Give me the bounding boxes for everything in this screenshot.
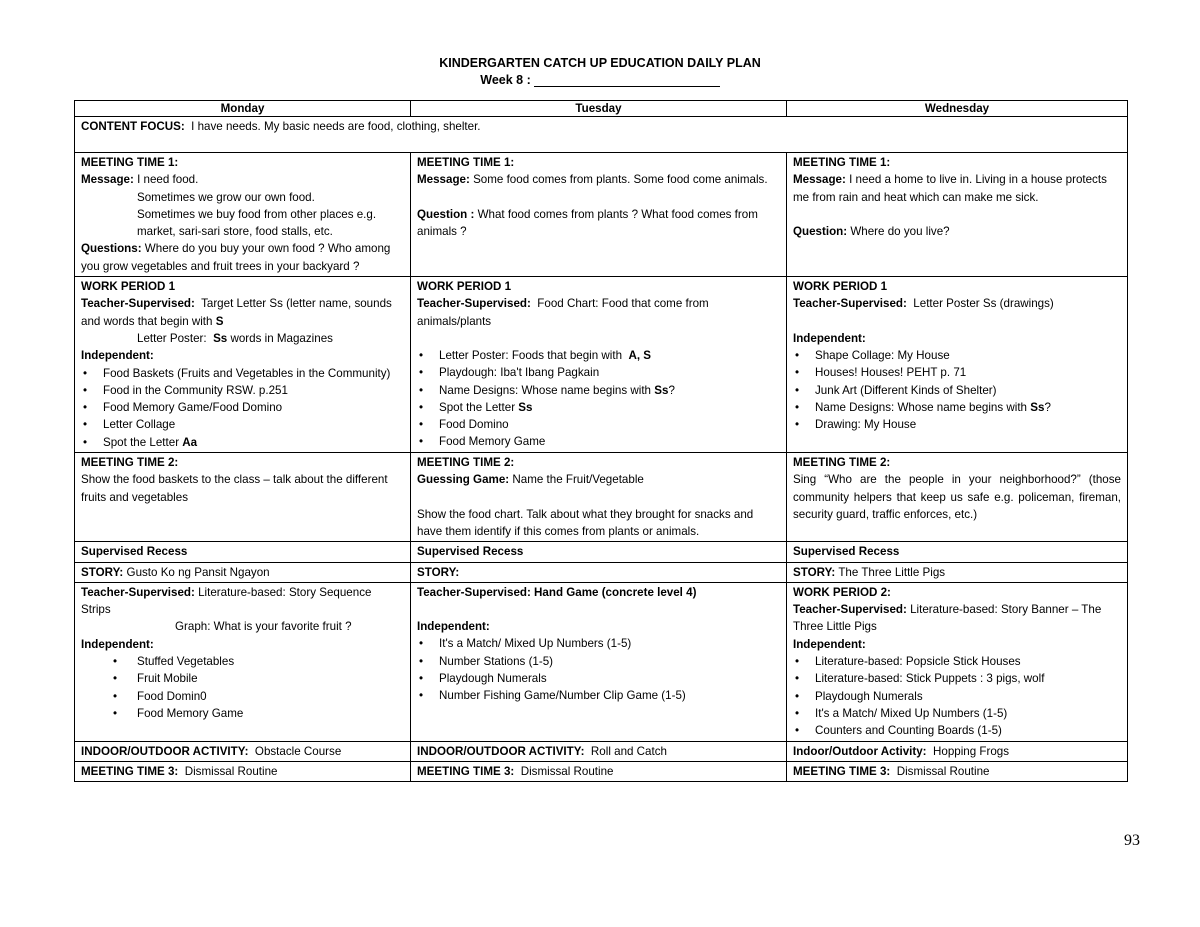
list-item: • Shape Collage: My House bbox=[793, 347, 1121, 364]
work2-tuesday-list bbox=[417, 635, 780, 704]
page-number: 93 bbox=[1124, 832, 1140, 849]
poster-bold: Ss bbox=[213, 331, 228, 345]
question-label: Question : bbox=[417, 207, 475, 221]
recess-wednesday: Supervised Recess bbox=[787, 542, 1128, 562]
work2-monday-ind-label: Independent: bbox=[81, 637, 154, 651]
meeting2-wednesday-heading: MEETING TIME 2: bbox=[793, 456, 891, 470]
indoor-tuesday bbox=[411, 741, 787, 761]
meeting3-label: MEETING TIME 3: bbox=[793, 764, 891, 778]
meeting3-label: MEETING TIME 3: bbox=[81, 764, 179, 778]
document-title: KINDERGARTEN CATCH UP EDUCATION DAILY PLAN bbox=[439, 56, 761, 70]
work2-monday-graph: Graph: What is your favorite fruit ? bbox=[175, 620, 352, 634]
item-bold: Ss bbox=[1030, 400, 1045, 414]
meeting2-tuesday-game bbox=[417, 471, 780, 488]
meeting1-wednesday-message bbox=[793, 171, 1121, 206]
work2-wednesday-ts bbox=[793, 601, 1121, 636]
work2-tuesday-ind-label: Independent: bbox=[417, 620, 490, 634]
item-text: Spot the Letter bbox=[439, 400, 516, 414]
work1-tuesday bbox=[411, 277, 787, 453]
story-text: Gusto Ko ng Pansit Ngayon bbox=[126, 565, 270, 579]
meeting2-wednesday-text: Sing “Who are the people in your neighborhood?” (those community helpers that keep us safe e.g. policeman, fireman, security guard, traffic enforces, etc.) bbox=[793, 473, 1121, 521]
meeting3-label: MEETING TIME 3: bbox=[417, 764, 515, 778]
message-label: Message: bbox=[81, 173, 134, 187]
week-line bbox=[0, 73, 1200, 87]
story-row bbox=[75, 562, 1128, 582]
item-end: ? bbox=[668, 383, 675, 397]
list-item: • Number Stations (1-5) bbox=[417, 653, 780, 670]
story-label: STORY: bbox=[81, 565, 124, 579]
work1-wednesday bbox=[787, 277, 1128, 453]
item-text: Letter Poster: Foods that begin with bbox=[439, 348, 623, 362]
work-period-1-row bbox=[75, 277, 1128, 453]
work1-wednesday-ts bbox=[793, 295, 1121, 312]
list-item: • Playdough: Iba't Ibang Pagkain bbox=[417, 364, 780, 381]
question-text: What food comes from plants ? What food comes from animals ? bbox=[417, 207, 758, 238]
list-item: • Junk Art (Different Kinds of Shelter) bbox=[793, 382, 1121, 399]
ts-text: Target Letter Ss (letter name, sounds and words that begin with bbox=[81, 297, 392, 328]
meeting3-text: Dismissal Routine bbox=[520, 764, 614, 778]
work2-wednesday-list bbox=[793, 653, 1121, 739]
message-text: Some food comes from plants. Some food come animals. bbox=[473, 173, 768, 187]
content-focus-text: I have needs. My basic needs are food, clothing, shelter. bbox=[191, 120, 481, 133]
content-focus-cell bbox=[75, 117, 1128, 153]
story-tuesday bbox=[411, 562, 787, 582]
list-item: • Literature-based: Stick Puppets : 3 pigs, wolf bbox=[793, 670, 1121, 687]
work1-wednesday-list bbox=[793, 347, 1121, 433]
list-item: • Fruit Mobile bbox=[81, 670, 404, 687]
meeting1-monday-line1: Sometimes we grow our own food. bbox=[137, 190, 315, 204]
meeting2-tuesday-heading: MEETING TIME 2: bbox=[417, 456, 515, 470]
meeting-time-1-row bbox=[75, 153, 1128, 277]
item-bold: A, S bbox=[628, 348, 652, 362]
story-wednesday bbox=[787, 562, 1128, 582]
question-label: Question: bbox=[793, 224, 848, 238]
game-text: Name the Fruit/Vegetable bbox=[512, 473, 644, 487]
recess-tuesday: Supervised Recess bbox=[411, 542, 787, 562]
work1-monday-ts bbox=[81, 295, 404, 330]
list-item bbox=[417, 347, 780, 364]
indoor-wednesday bbox=[787, 741, 1128, 761]
work-period-2-row bbox=[75, 582, 1128, 741]
meeting1-monday-line2 bbox=[81, 206, 404, 241]
recess-monday: Supervised Recess bbox=[75, 542, 411, 562]
ts-text: Literature-based: Story Sequence Strips bbox=[81, 585, 372, 617]
item-bold: Ss bbox=[654, 383, 669, 397]
day-header-monday: Monday bbox=[75, 101, 411, 117]
question-text: Where do you live? bbox=[850, 224, 950, 238]
meeting2-monday-text: Show the food baskets to the class – talk about the different fruits and vegetables bbox=[81, 473, 388, 504]
ts-text: Food Chart: Food that come from animals/plants bbox=[417, 297, 709, 328]
list-item: • Drawing: My House bbox=[793, 416, 1121, 433]
item-text: Spot the Letter bbox=[103, 435, 180, 449]
indoor-label: INDOOR/OUTDOOR ACTIVITY: bbox=[417, 744, 585, 758]
indoor-text: Hopping Frogs bbox=[933, 744, 1010, 758]
poster-text: words in Magazines bbox=[230, 331, 333, 345]
poster-label: Letter Poster: bbox=[137, 331, 207, 345]
list-item: • It's a Match/ Mixed Up Numbers (1-5) bbox=[793, 705, 1121, 722]
work1-tuesday-heading: WORK PERIOD 1 bbox=[417, 280, 512, 294]
meeting3-monday bbox=[75, 761, 411, 781]
meeting-time-2-row bbox=[75, 453, 1128, 542]
list-item: • Number Fishing Game/Number Clip Game (1-5) bbox=[417, 687, 780, 704]
week-label: Week 8 : bbox=[480, 73, 531, 87]
message-label: Message: bbox=[417, 173, 470, 187]
work1-tuesday-list bbox=[417, 347, 780, 451]
list-item: • Food Domin0 bbox=[81, 688, 404, 705]
message-line-2: Sometimes we buy food from other places e.g. market, sari-sari store, food stalls, etc. bbox=[137, 207, 377, 239]
list-item bbox=[81, 434, 404, 451]
meeting3-text: Dismissal Routine bbox=[184, 764, 278, 778]
indoor-text: Obstacle Course bbox=[254, 744, 342, 758]
work2-monday-list bbox=[81, 653, 404, 722]
meeting3-text: Dismissal Routine bbox=[896, 764, 990, 778]
ts-text: Letter Poster Ss (drawings) bbox=[913, 297, 1054, 311]
item-end: ? bbox=[1044, 400, 1051, 414]
meeting1-monday bbox=[75, 153, 411, 277]
meeting2-tuesday bbox=[411, 453, 787, 542]
day-header-wednesday: Wednesday bbox=[787, 101, 1128, 117]
message-label: Message: bbox=[793, 173, 846, 187]
work1-tuesday-ts bbox=[417, 295, 780, 330]
work2-tuesday bbox=[411, 582, 787, 741]
list-item: • Food in the Community RSW. p.251 bbox=[81, 382, 404, 399]
work1-monday-poster bbox=[81, 330, 404, 347]
work1-monday bbox=[75, 277, 411, 453]
story-monday bbox=[75, 562, 411, 582]
ts-text: Literature-based: Story Banner – The Three Little Pigs bbox=[793, 603, 1102, 634]
item-text: Name Designs: Whose name begins with bbox=[815, 400, 1028, 414]
content-focus-label: CONTENT FOCUS: bbox=[81, 120, 185, 133]
work1-monday-ind-label: Independent: bbox=[81, 349, 154, 363]
message-text: I need food. bbox=[137, 173, 199, 187]
daily-plan-table bbox=[74, 100, 1128, 782]
meeting2-monday bbox=[75, 453, 411, 542]
game-label: Guessing Game: bbox=[417, 473, 510, 487]
list-item: • Food Memory Game bbox=[417, 433, 780, 450]
questions-text: Where do you buy your own food ? Who among you grow vegetables and fruit trees in your backyard ? bbox=[81, 242, 391, 273]
story-text: The Three Little Pigs bbox=[838, 565, 946, 579]
meeting1-tuesday bbox=[411, 153, 787, 277]
work1-wednesday-ind-label: Independent: bbox=[793, 331, 866, 345]
list-item bbox=[417, 382, 780, 399]
list-item: • Letter Collage bbox=[81, 416, 404, 433]
ts-label: Teacher-Supervised: bbox=[417, 297, 531, 311]
work1-monday-list bbox=[81, 365, 404, 451]
item-bold: Ss bbox=[518, 400, 533, 414]
meeting2-tuesday-text: Show the food chart. Talk about what they brought for snacks and have them identify if this comes from plants or animals. bbox=[417, 507, 754, 538]
questions-label: Questions: bbox=[81, 242, 142, 256]
ts-label: Teacher-Supervised: bbox=[81, 297, 195, 311]
meeting1-tuesday-question bbox=[417, 206, 780, 241]
list-item: • Counters and Counting Boards (1-5) bbox=[793, 722, 1121, 739]
ts-label: Teacher-Supervised: bbox=[793, 297, 907, 311]
meeting-time-3-row bbox=[75, 761, 1128, 781]
message-text: I need a home to live in. Living in a house protects me from rain and heat which can make me sick. bbox=[793, 173, 1107, 204]
day-header-row bbox=[75, 101, 1128, 117]
list-item: • Literature-based: Popsicle Stick Houses bbox=[793, 653, 1121, 670]
work1-monday-heading: WORK PERIOD 1 bbox=[81, 280, 176, 294]
indoor-label: Indoor/Outdoor Activity: bbox=[793, 744, 927, 758]
work2-wednesday-ind-label: Independent: bbox=[793, 637, 866, 651]
list-item bbox=[793, 399, 1121, 416]
meeting1-monday-message bbox=[81, 171, 404, 188]
indoor-label: INDOOR/OUTDOOR ACTIVITY: bbox=[81, 744, 249, 758]
list-item: • Stuffed Vegetables bbox=[81, 653, 404, 670]
meeting1-wednesday-heading: MEETING TIME 1: bbox=[793, 156, 891, 169]
item-text: Name Designs: Whose name begins with bbox=[439, 383, 652, 397]
work2-monday bbox=[75, 582, 411, 741]
meeting2-monday-heading: MEETING TIME 2: bbox=[81, 456, 179, 470]
work2-tuesday-ts: Teacher-Supervised: Hand Game (concrete level 4) bbox=[417, 585, 697, 599]
meeting1-monday-heading: MEETING TIME 1: bbox=[81, 156, 179, 169]
story-label: STORY: bbox=[793, 565, 836, 579]
work1-wednesday-heading: WORK PERIOD 1 bbox=[793, 280, 888, 294]
meeting1-tuesday-heading: MEETING TIME 1: bbox=[417, 156, 515, 169]
meeting1-wednesday bbox=[787, 153, 1128, 277]
indoor-outdoor-row bbox=[75, 741, 1128, 761]
meeting3-tuesday bbox=[411, 761, 787, 781]
meeting2-wednesday bbox=[787, 453, 1128, 542]
meeting1-monday-questions bbox=[81, 240, 404, 275]
content-focus-row bbox=[75, 117, 1128, 153]
list-item: • Playdough Numerals bbox=[417, 670, 780, 687]
item-bold: Aa bbox=[182, 435, 198, 449]
week-blank bbox=[534, 75, 720, 87]
ts-label: Teacher-Supervised: bbox=[793, 603, 907, 617]
list-item: • It's a Match/ Mixed Up Numbers (1-5) bbox=[417, 635, 780, 652]
meeting1-wednesday-question bbox=[793, 223, 1121, 240]
meeting1-tuesday-message bbox=[417, 171, 780, 188]
list-item: • Food Memory Game/Food Domino bbox=[81, 399, 404, 416]
ts-label: Teacher-Supervised: bbox=[81, 585, 195, 599]
recess-row bbox=[75, 542, 1128, 562]
meeting3-wednesday bbox=[787, 761, 1128, 781]
list-item: • Playdough Numerals bbox=[793, 688, 1121, 705]
list-item: • Food Domino bbox=[417, 416, 780, 433]
indoor-monday bbox=[75, 741, 411, 761]
list-item: • Food Baskets (Fruits and Vegetables in the Community) bbox=[81, 365, 404, 382]
work2-wednesday-heading: WORK PERIOD 2: bbox=[793, 585, 891, 599]
work2-wednesday bbox=[787, 582, 1128, 741]
ts-bold: S bbox=[215, 314, 224, 328]
work2-monday-ts bbox=[81, 584, 404, 619]
list-item bbox=[417, 399, 780, 416]
indoor-text: Roll and Catch bbox=[590, 744, 667, 758]
story-label: STORY: bbox=[417, 565, 460, 579]
day-header-tuesday: Tuesday bbox=[411, 101, 787, 117]
list-item: • Houses! Houses! PEHT p. 71 bbox=[793, 364, 1121, 381]
list-item: • Food Memory Game bbox=[81, 705, 404, 722]
